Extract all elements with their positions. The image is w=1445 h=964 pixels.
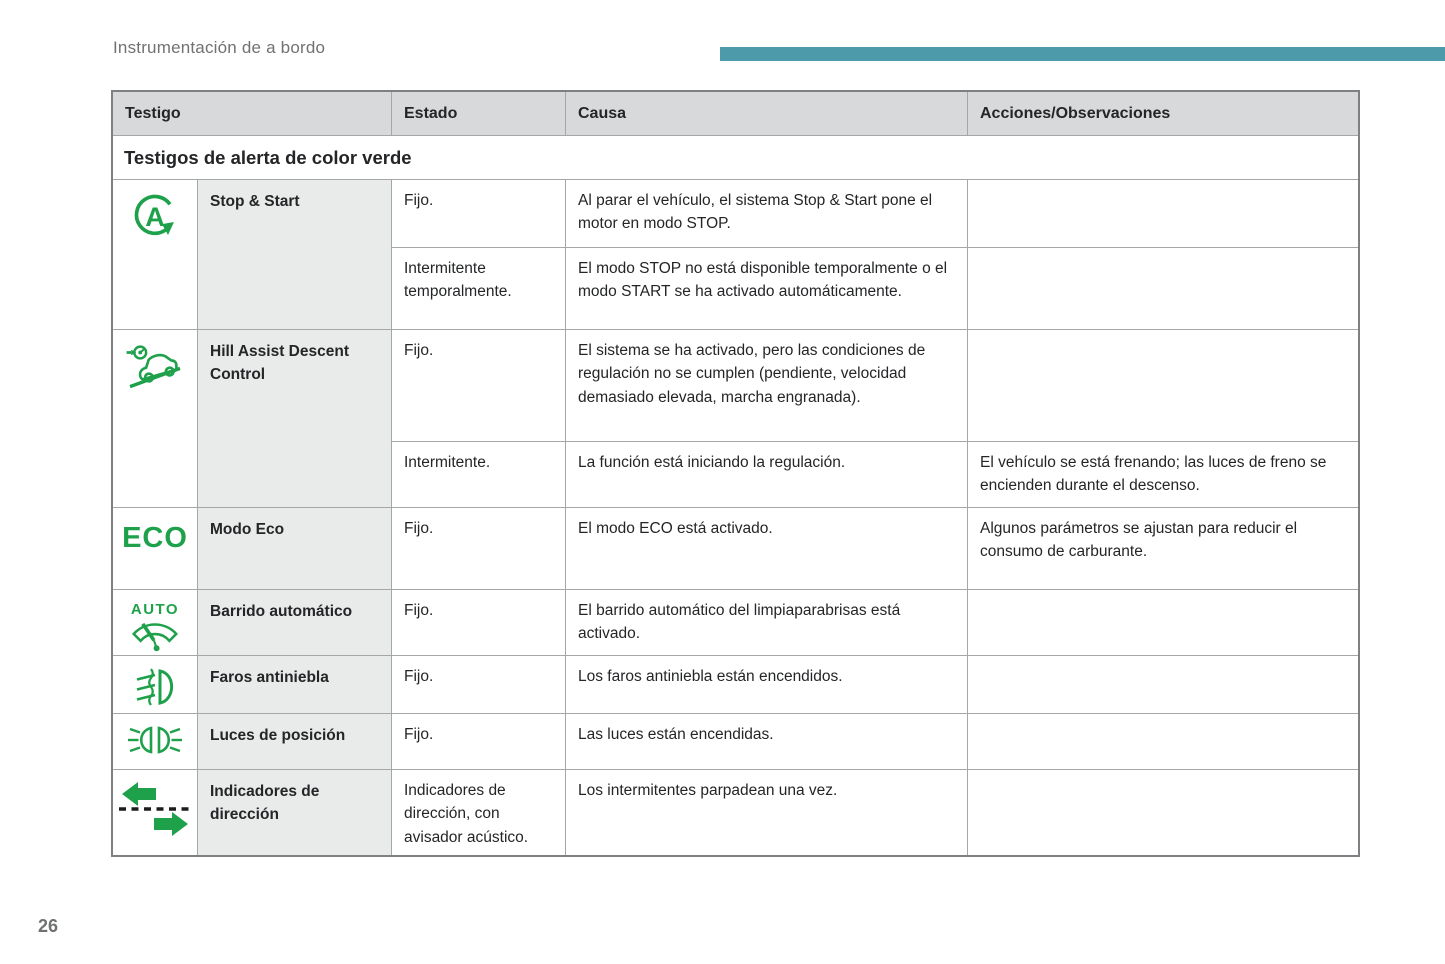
testigo-name: Modo Eco — [198, 508, 392, 590]
testigo-name: Hill Assist Descent Control — [198, 330, 392, 508]
testigo-icon-cell — [113, 714, 198, 770]
acciones-cell — [968, 714, 1358, 770]
acciones-cell — [968, 330, 1358, 442]
estado-cell: Fijo. — [392, 180, 566, 248]
causa-cell: La función está iniciando la regulación. — [566, 442, 968, 508]
causa-cell: El barrido automático del limpiaparabrisas está activado. — [566, 590, 968, 656]
causa-cell: Los intermitentes parpadean una vez. — [566, 770, 968, 855]
turn-indicators-icon — [118, 776, 192, 842]
auto-wiper-icon — [129, 602, 181, 652]
estado-cell: Fijo. — [392, 330, 566, 442]
testigo-name: Luces de posición — [198, 714, 392, 770]
indicator-table — [111, 90, 1360, 857]
eco-icon: ECO — [122, 522, 188, 554]
testigo-name: Barrido automático — [198, 590, 392, 656]
testigo-icon-cell — [113, 656, 198, 714]
auto-wiper-icon-label: AUTO — [130, 601, 180, 618]
testigo-name: Indicadores de dirección — [198, 770, 392, 855]
estado-cell: Intermitente temporalmente. — [392, 248, 566, 330]
causa-cell: Las luces están encendidas. — [566, 714, 968, 770]
stop-start-icon — [129, 190, 181, 242]
acciones-cell: Algunos parámetros se ajustan para reducir el consumo de carburante. — [968, 508, 1358, 590]
estado-cell: Fijo. — [392, 714, 566, 770]
column-header-testigo: Testigo — [113, 92, 392, 136]
column-header-estado: Estado — [392, 92, 566, 136]
accent-bar — [720, 47, 1445, 61]
causa-cell: Los faros antiniebla están encendidos. — [566, 656, 968, 714]
causa-cell: El sistema se ha activado, pero las condiciones de regulación no se cumplen (pendiente, velocidad demasiado elevada, marcha engranada). — [566, 330, 968, 442]
position-lamps-icon — [127, 724, 183, 756]
estado-cell: Fijo. — [392, 656, 566, 714]
fog-lamps-icon — [132, 666, 178, 708]
svg-text:A: A — [145, 200, 165, 232]
testigo-icon-cell — [113, 508, 198, 590]
acciones-cell — [968, 656, 1358, 714]
causa-cell: El modo STOP no está disponible temporalmente o el modo START se ha activado automáticamente. — [566, 248, 968, 330]
column-header-causa: Causa — [566, 92, 968, 136]
estado-cell: Indicadores de dirección, con avisador acústico. — [392, 770, 566, 855]
testigo-icon-cell — [113, 330, 198, 508]
hill-descent-icon — [126, 340, 184, 390]
testigo-icon-cell — [113, 180, 198, 330]
acciones-cell — [968, 180, 1358, 248]
estado-cell: Intermitente. — [392, 442, 566, 508]
testigo-icon-cell — [113, 770, 198, 855]
acciones-cell — [968, 590, 1358, 656]
acciones-cell — [968, 770, 1358, 855]
page-title: Instrumentación de a bordo — [113, 38, 326, 57]
testigo-icon-cell — [113, 590, 198, 656]
causa-cell: Al parar el vehículo, el sistema Stop & Start pone el motor en modo STOP. — [566, 180, 968, 248]
estado-cell: Fijo. — [392, 508, 566, 590]
causa-cell: El modo ECO está activado. — [566, 508, 968, 590]
testigo-name: Stop & Start — [198, 180, 392, 330]
column-header-acciones: Acciones/Observaciones — [968, 92, 1358, 136]
acciones-cell: El vehículo se está frenando; las luces de freno se encienden durante el descenso. — [968, 442, 1358, 508]
page-number: 26 — [38, 916, 59, 936]
testigo-name: Faros antiniebla — [198, 656, 392, 714]
section-title: Testigos de alerta de color verde — [113, 136, 1358, 180]
estado-cell: Fijo. — [392, 590, 566, 656]
acciones-cell — [968, 248, 1358, 330]
